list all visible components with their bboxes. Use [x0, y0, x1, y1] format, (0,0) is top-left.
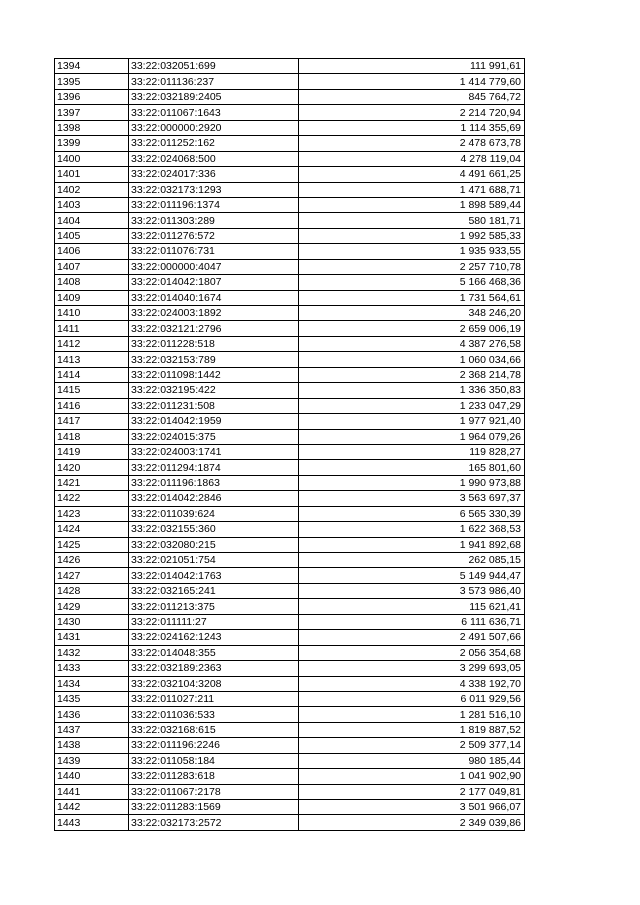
table-row — [55, 89, 525, 104]
data-table — [54, 58, 525, 831]
value-cell: 2 177 049,81 — [299, 784, 525, 799]
value-cell: 4 387 276,58 — [299, 336, 525, 351]
value-cell: 3 501 966,07 — [299, 800, 525, 815]
row-number-cell: 1442 — [55, 800, 129, 815]
table-row — [55, 553, 525, 568]
row-number-cell: 1409 — [55, 290, 129, 305]
value-cell: 1 471 688,71 — [299, 182, 525, 197]
value-cell: 1 935 933,55 — [299, 244, 525, 259]
table-row — [55, 120, 525, 135]
row-number-cell: 1443 — [55, 815, 129, 830]
table-row — [55, 167, 525, 182]
row-number-cell: 1414 — [55, 367, 129, 382]
cadastral-number-cell: 33:22:011067:2178 — [129, 784, 299, 799]
row-number-cell: 1432 — [55, 645, 129, 660]
row-number-cell: 1438 — [55, 738, 129, 753]
cadastral-number-cell: 33:22:011039:624 — [129, 506, 299, 521]
value-cell: 2 478 673,78 — [299, 136, 525, 151]
value-cell: 5 166 468,36 — [299, 275, 525, 290]
row-number-cell: 1412 — [55, 336, 129, 351]
cadastral-number-cell: 33:22:011231:508 — [129, 398, 299, 413]
value-cell: 348 246,20 — [299, 306, 525, 321]
cadastral-number-cell: 33:22:014042:1959 — [129, 414, 299, 429]
row-number-cell: 1440 — [55, 769, 129, 784]
cadastral-number-cell: 33:22:032173:1293 — [129, 182, 299, 197]
row-number-cell: 1423 — [55, 506, 129, 521]
row-number-cell: 1431 — [55, 630, 129, 645]
row-number-cell: 1435 — [55, 691, 129, 706]
value-cell: 111 991,61 — [299, 59, 525, 74]
value-cell: 2 257 710,78 — [299, 259, 525, 274]
value-cell: 115 621,41 — [299, 599, 525, 614]
row-number-cell: 1424 — [55, 522, 129, 537]
value-cell: 2 349 039,86 — [299, 815, 525, 830]
cadastral-number-cell: 33:22:024017:336 — [129, 167, 299, 182]
cadastral-number-cell: 33:22:011228:518 — [129, 336, 299, 351]
cadastral-number-cell: 33:22:011058:184 — [129, 753, 299, 768]
cadastral-number-cell: 33:22:032189:2405 — [129, 89, 299, 104]
value-cell: 1 114 355,69 — [299, 120, 525, 135]
cadastral-number-cell: 33:22:011276:572 — [129, 228, 299, 243]
cadastral-number-cell: 33:22:011303:289 — [129, 213, 299, 228]
row-number-cell: 1421 — [55, 475, 129, 490]
cadastral-number-cell: 33:22:032121:2796 — [129, 321, 299, 336]
value-cell: 165 801,60 — [299, 460, 525, 475]
table-row — [55, 306, 525, 321]
value-cell: 3 299 693,05 — [299, 661, 525, 676]
cadastral-number-cell: 33:22:024003:1892 — [129, 306, 299, 321]
value-cell: 6 011 929,56 — [299, 691, 525, 706]
table-row — [55, 367, 525, 382]
row-number-cell: 1394 — [55, 59, 129, 74]
table-row — [55, 136, 525, 151]
table-row — [55, 444, 525, 459]
value-cell: 2 056 354,68 — [299, 645, 525, 660]
row-number-cell: 1418 — [55, 429, 129, 444]
cadastral-number-cell: 33:22:011036:533 — [129, 707, 299, 722]
value-cell: 980 185,44 — [299, 753, 525, 768]
value-cell: 4 491 661,25 — [299, 167, 525, 182]
row-number-cell: 1433 — [55, 661, 129, 676]
value-cell: 1 898 589,44 — [299, 197, 525, 212]
row-number-cell: 1434 — [55, 676, 129, 691]
table-row — [55, 182, 525, 197]
table-row — [55, 352, 525, 367]
table-row — [55, 290, 525, 305]
cadastral-number-cell: 33:22:011294:1874 — [129, 460, 299, 475]
cadastral-number-cell: 33:22:021051:754 — [129, 553, 299, 568]
row-number-cell: 1413 — [55, 352, 129, 367]
cadastral-number-cell: 33:22:014042:1807 — [129, 275, 299, 290]
row-number-cell: 1397 — [55, 105, 129, 120]
cadastral-number-cell: 33:22:011213:375 — [129, 599, 299, 614]
table-row — [55, 414, 525, 429]
row-number-cell: 1410 — [55, 306, 129, 321]
value-cell: 2 659 006,19 — [299, 321, 525, 336]
value-cell: 6 565 330,39 — [299, 506, 525, 521]
row-number-cell: 1439 — [55, 753, 129, 768]
row-number-cell: 1402 — [55, 182, 129, 197]
row-number-cell: 1396 — [55, 89, 129, 104]
table-row — [55, 568, 525, 583]
table-row — [55, 769, 525, 784]
table-body — [55, 59, 525, 831]
cadastral-number-cell: 33:22:011027:211 — [129, 691, 299, 706]
value-cell: 119 828,27 — [299, 444, 525, 459]
row-number-cell: 1407 — [55, 259, 129, 274]
table-row — [55, 522, 525, 537]
table-row — [55, 707, 525, 722]
row-number-cell: 1430 — [55, 614, 129, 629]
cadastral-number-cell: 33:22:032168:615 — [129, 722, 299, 737]
cadastral-number-cell: 33:22:024003:1741 — [129, 444, 299, 459]
row-number-cell: 1436 — [55, 707, 129, 722]
table-row — [55, 630, 525, 645]
table-row — [55, 676, 525, 691]
table-row — [55, 599, 525, 614]
table-row — [55, 475, 525, 490]
row-number-cell: 1426 — [55, 553, 129, 568]
row-number-cell: 1415 — [55, 383, 129, 398]
table-row — [55, 583, 525, 598]
row-number-cell: 1405 — [55, 228, 129, 243]
table-row — [55, 151, 525, 166]
row-number-cell: 1398 — [55, 120, 129, 135]
row-number-cell: 1441 — [55, 784, 129, 799]
table-row — [55, 74, 525, 89]
value-cell: 1 414 779,60 — [299, 74, 525, 89]
table-row — [55, 213, 525, 228]
table-row — [55, 491, 525, 506]
table-row — [55, 275, 525, 290]
table-row — [55, 645, 525, 660]
value-cell: 2 509 377,14 — [299, 738, 525, 753]
table-row — [55, 197, 525, 212]
value-cell: 1 060 034,66 — [299, 352, 525, 367]
value-cell: 1 233 047,29 — [299, 398, 525, 413]
table-row — [55, 259, 525, 274]
cadastral-number-cell: 33:22:011283:1569 — [129, 800, 299, 815]
cadastral-number-cell: 33:22:032165:241 — [129, 583, 299, 598]
value-cell: 262 085,15 — [299, 553, 525, 568]
table-row — [55, 784, 525, 799]
cadastral-number-cell: 33:22:000000:4047 — [129, 259, 299, 274]
row-number-cell: 1411 — [55, 321, 129, 336]
cadastral-number-cell: 33:22:032080:215 — [129, 537, 299, 552]
table-row — [55, 59, 525, 74]
row-number-cell: 1408 — [55, 275, 129, 290]
value-cell: 1 819 887,52 — [299, 722, 525, 737]
row-number-cell: 1428 — [55, 583, 129, 598]
cadastral-number-cell: 33:22:014042:1763 — [129, 568, 299, 583]
cadastral-number-cell: 33:22:011067:1643 — [129, 105, 299, 120]
table-row — [55, 321, 525, 336]
table-row — [55, 614, 525, 629]
table-row — [55, 383, 525, 398]
row-number-cell: 1406 — [55, 244, 129, 259]
cadastral-number-cell: 33:22:014048:355 — [129, 645, 299, 660]
row-number-cell: 1437 — [55, 722, 129, 737]
row-number-cell: 1427 — [55, 568, 129, 583]
value-cell: 1 336 350,83 — [299, 383, 525, 398]
row-number-cell: 1403 — [55, 197, 129, 212]
cadastral-number-cell: 33:22:024068:500 — [129, 151, 299, 166]
row-number-cell: 1416 — [55, 398, 129, 413]
value-cell: 1 041 902,90 — [299, 769, 525, 784]
table-row — [55, 691, 525, 706]
cadastral-number-cell: 33:22:011196:1374 — [129, 197, 299, 212]
value-cell: 1 992 585,33 — [299, 228, 525, 243]
value-cell: 1 964 079,26 — [299, 429, 525, 444]
table-row — [55, 228, 525, 243]
cadastral-number-cell: 33:22:014042:2846 — [129, 491, 299, 506]
table-row — [55, 738, 525, 753]
table-row — [55, 460, 525, 475]
table-row — [55, 105, 525, 120]
table-row — [55, 800, 525, 815]
value-cell: 1 622 368,53 — [299, 522, 525, 537]
row-number-cell: 1399 — [55, 136, 129, 151]
cadastral-number-cell: 33:22:014040:1674 — [129, 290, 299, 305]
row-number-cell: 1404 — [55, 213, 129, 228]
table-row — [55, 537, 525, 552]
value-cell: 1 941 892,68 — [299, 537, 525, 552]
cadastral-number-cell: 33:22:032155:360 — [129, 522, 299, 537]
row-number-cell: 1419 — [55, 444, 129, 459]
table-row — [55, 722, 525, 737]
value-cell: 5 149 944,47 — [299, 568, 525, 583]
value-cell: 1 977 921,40 — [299, 414, 525, 429]
cadastral-number-cell: 33:22:011196:1863 — [129, 475, 299, 490]
value-cell: 580 181,71 — [299, 213, 525, 228]
value-cell: 4 278 119,04 — [299, 151, 525, 166]
cadastral-number-cell: 33:22:011111:27 — [129, 614, 299, 629]
row-number-cell: 1422 — [55, 491, 129, 506]
row-number-cell: 1400 — [55, 151, 129, 166]
cadastral-number-cell: 33:22:032195:422 — [129, 383, 299, 398]
cadastral-number-cell: 33:22:032153:789 — [129, 352, 299, 367]
row-number-cell: 1429 — [55, 599, 129, 614]
cadastral-number-cell: 33:22:011136:237 — [129, 74, 299, 89]
value-cell: 1 990 973,88 — [299, 475, 525, 490]
table-row — [55, 336, 525, 351]
row-number-cell: 1401 — [55, 167, 129, 182]
cadastral-number-cell: 33:22:011076:731 — [129, 244, 299, 259]
cadastral-number-cell: 33:22:032051:699 — [129, 59, 299, 74]
table-row — [55, 506, 525, 521]
table-row — [55, 398, 525, 413]
cadastral-number-cell: 33:22:032173:2572 — [129, 815, 299, 830]
table-row — [55, 429, 525, 444]
value-cell: 2 214 720,94 — [299, 105, 525, 120]
value-cell: 6 111 636,71 — [299, 614, 525, 629]
value-cell: 1 281 516,10 — [299, 707, 525, 722]
cadastral-number-cell: 33:22:024015:375 — [129, 429, 299, 444]
cadastral-number-cell: 33:22:032104:3208 — [129, 676, 299, 691]
cadastral-number-cell: 33:22:011196:2246 — [129, 738, 299, 753]
value-cell: 2 491 507,66 — [299, 630, 525, 645]
row-number-cell: 1417 — [55, 414, 129, 429]
table-row — [55, 815, 525, 830]
value-cell: 1 731 564,61 — [299, 290, 525, 305]
row-number-cell: 1425 — [55, 537, 129, 552]
value-cell: 2 368 214,78 — [299, 367, 525, 382]
table-row — [55, 244, 525, 259]
cadastral-number-cell: 33:22:011098:1442 — [129, 367, 299, 382]
value-cell: 3 573 986,40 — [299, 583, 525, 598]
value-cell: 845 764,72 — [299, 89, 525, 104]
table-row — [55, 661, 525, 676]
table-row — [55, 753, 525, 768]
cadastral-number-cell: 33:22:032189:2363 — [129, 661, 299, 676]
row-number-cell: 1395 — [55, 74, 129, 89]
cadastral-number-cell: 33:22:011252:162 — [129, 136, 299, 151]
cadastral-number-cell: 33:22:011283:618 — [129, 769, 299, 784]
cadastral-number-cell: 33:22:000000:2920 — [129, 120, 299, 135]
cadastral-number-cell: 33:22:024162:1243 — [129, 630, 299, 645]
value-cell: 3 563 697,37 — [299, 491, 525, 506]
row-number-cell: 1420 — [55, 460, 129, 475]
value-cell: 4 338 192,70 — [299, 676, 525, 691]
